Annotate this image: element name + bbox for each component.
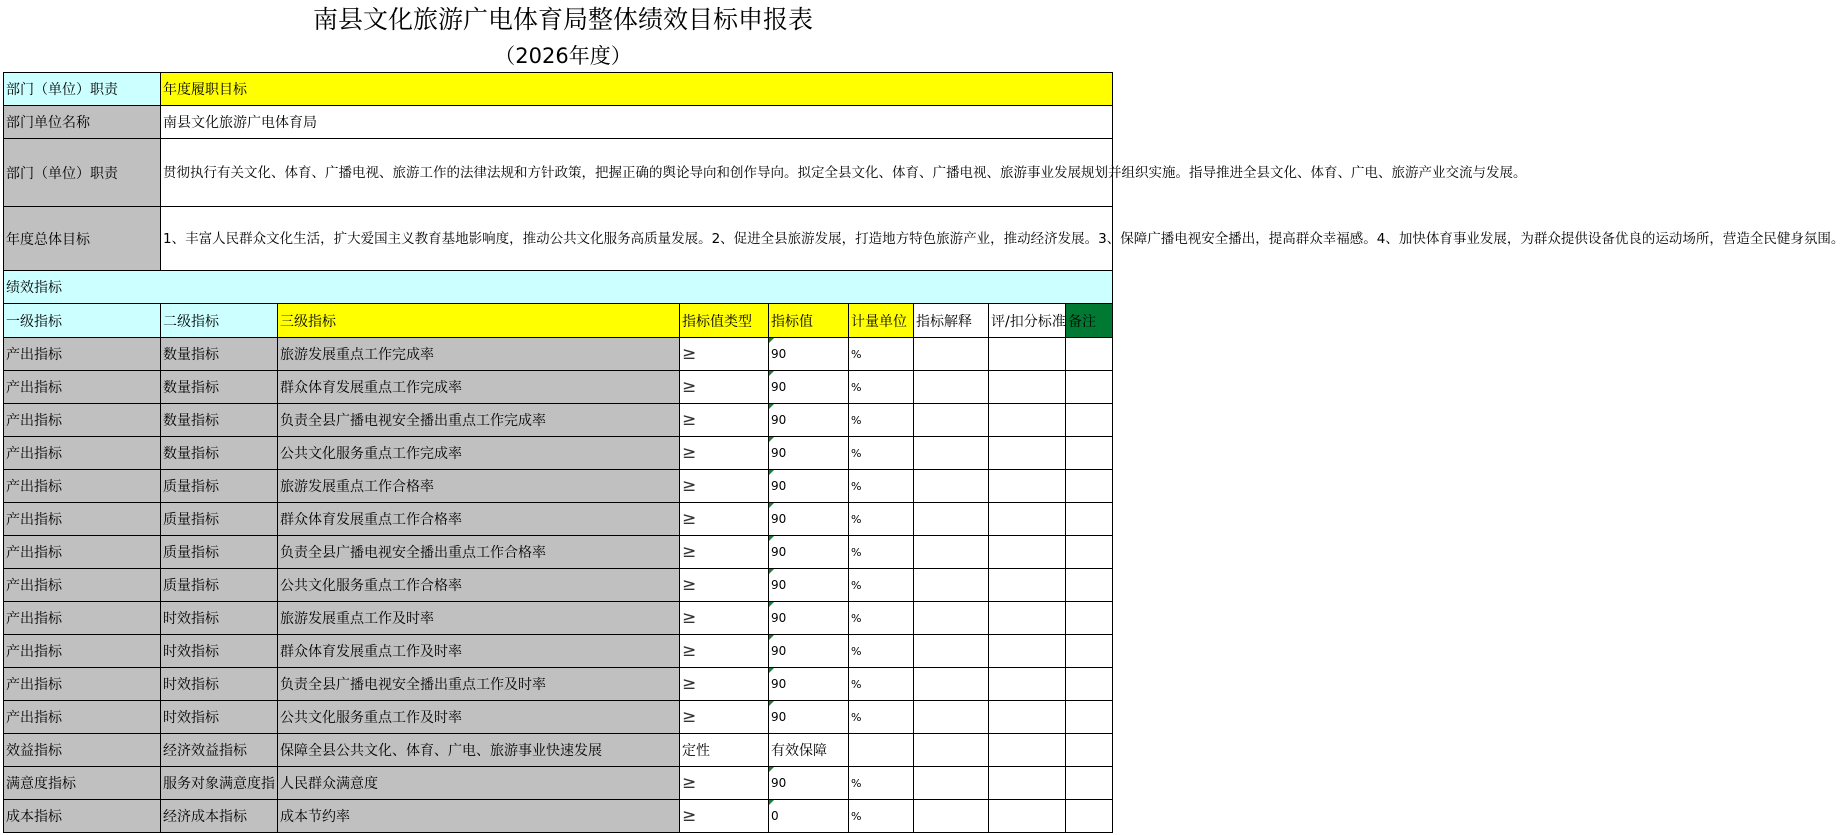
empty-cell[interactable]: [989, 536, 1066, 569]
cell-unit[interactable]: %: [849, 503, 914, 536]
cell-l2[interactable]: 质量指标: [161, 536, 278, 569]
cell-value[interactable]: 90: [769, 569, 849, 602]
cell-l3[interactable]: 负责全县广播电视安全播出重点工作完成率: [278, 404, 680, 437]
info-label[interactable]: 部门（单位）职责: [4, 139, 161, 207]
cell-type[interactable]: ≥: [680, 569, 769, 602]
cell-l2[interactable]: 时效指标: [161, 668, 278, 701]
empty-cell[interactable]: [989, 371, 1066, 404]
cell-value[interactable]: 90: [769, 470, 849, 503]
cell-l1[interactable]: 满意度指标: [4, 767, 161, 800]
cell-l1[interactable]: 产出指标: [4, 503, 161, 536]
cell-l2[interactable]: 数量指标: [161, 371, 278, 404]
empty-cell[interactable]: [1066, 569, 1113, 602]
empty-cell[interactable]: [1066, 437, 1113, 470]
empty-cell[interactable]: [914, 767, 989, 800]
cell-unit[interactable]: [849, 734, 914, 767]
page-title: 南县文化旅游广电体育局整体绩效目标申报表: [312, 5, 813, 34]
cell-unit[interactable]: %: [849, 602, 914, 635]
cell-type[interactable]: ≥: [680, 767, 769, 800]
empty-cell[interactable]: [914, 338, 989, 371]
cell-l1[interactable]: 效益指标: [4, 734, 161, 767]
cell-l3[interactable]: 保障全县公共文化、体育、广电、旅游事业快速发展: [278, 734, 680, 767]
empty-cell[interactable]: [1066, 503, 1113, 536]
table-row: [4, 569, 1113, 602]
empty-cell[interactable]: [914, 734, 989, 767]
cell-type[interactable]: ≥: [680, 371, 769, 404]
info-row-annual-goal: [4, 207, 1113, 271]
empty-cell[interactable]: [914, 503, 989, 536]
cell-l1[interactable]: 产出指标: [4, 437, 161, 470]
cell-l3[interactable]: 群众体育发展重点工作完成率: [278, 371, 680, 404]
empty-cell[interactable]: [914, 371, 989, 404]
table-row: [4, 734, 1113, 767]
cell-type[interactable]: ≥: [680, 635, 769, 668]
table-row: [4, 800, 1113, 833]
empty-cell[interactable]: [1066, 668, 1113, 701]
cell-type[interactable]: ≥: [680, 437, 769, 470]
cell-type[interactable]: ≥: [680, 338, 769, 371]
cell-l3[interactable]: 群众体育发展重点工作合格率: [278, 503, 680, 536]
cell-l3[interactable]: 成本节约率: [278, 800, 680, 833]
info-label[interactable]: 年度总体目标: [4, 207, 161, 271]
header-cell[interactable]: 一级指标: [4, 304, 161, 338]
cell-l2[interactable]: 质量指标: [161, 470, 278, 503]
table-row: [4, 470, 1113, 503]
empty-cell[interactable]: [989, 338, 1066, 371]
table-row: [4, 668, 1113, 701]
header-row: [4, 304, 1113, 338]
cell-value[interactable]: 0: [769, 800, 849, 833]
cell-unit[interactable]: %: [849, 338, 914, 371]
table-row: [4, 767, 1113, 800]
cell-l1[interactable]: 成本指标: [4, 800, 161, 833]
performance-table: [3, 72, 1844, 833]
header-cell[interactable]: 备注: [1066, 304, 1113, 338]
cell-l1[interactable]: 产出指标: [4, 602, 161, 635]
cell-unit[interactable]: %: [849, 536, 914, 569]
cell-value[interactable]: 90: [769, 437, 849, 470]
empty-cell[interactable]: [989, 635, 1066, 668]
empty-cell[interactable]: [914, 536, 989, 569]
cell-l1[interactable]: 产出指标: [4, 338, 161, 371]
cell-value[interactable]: 90: [769, 668, 849, 701]
cell-l2[interactable]: 数量指标: [161, 437, 278, 470]
cell-l3[interactable]: 旅游发展重点工作合格率: [278, 470, 680, 503]
cell-type[interactable]: ≥: [680, 503, 769, 536]
empty-cell[interactable]: [989, 767, 1066, 800]
empty-cell[interactable]: [914, 701, 989, 734]
table-row: [4, 404, 1113, 437]
cell-value[interactable]: 90: [769, 338, 849, 371]
table-row: [4, 536, 1113, 569]
empty-cell[interactable]: [989, 404, 1066, 437]
empty-cell[interactable]: [914, 800, 989, 833]
cell-l2[interactable]: 时效指标: [161, 635, 278, 668]
cell-type[interactable]: ≥: [680, 668, 769, 701]
empty-cell[interactable]: [989, 800, 1066, 833]
cell-type[interactable]: ≥: [680, 404, 769, 437]
cell-value[interactable]: 有效保障: [769, 734, 849, 767]
header-cell[interactable]: 三级指标: [278, 304, 680, 338]
cell-l2[interactable]: 服务对象满意度指: [161, 767, 278, 800]
cell-l2[interactable]: 经济成本指标: [161, 800, 278, 833]
info-row-duty: [4, 139, 1113, 207]
cell-l2[interactable]: 数量指标: [161, 404, 278, 437]
cell-l2[interactable]: 质量指标: [161, 569, 278, 602]
empty-cell[interactable]: [989, 602, 1066, 635]
section-row: [4, 271, 1113, 304]
table-row: [4, 338, 1113, 371]
table-row: [4, 635, 1113, 668]
empty-cell[interactable]: [914, 437, 989, 470]
cell-l1[interactable]: 产出指标: [4, 635, 161, 668]
empty-cell[interactable]: [1066, 800, 1113, 833]
empty-cell[interactable]: [1066, 470, 1113, 503]
empty-cell[interactable]: [1066, 734, 1113, 767]
cell-type[interactable]: ≥: [680, 470, 769, 503]
empty-cell[interactable]: [989, 668, 1066, 701]
cell-l1[interactable]: 产出指标: [4, 701, 161, 734]
cell-type[interactable]: ≥: [680, 800, 769, 833]
table-row: [4, 503, 1113, 536]
empty-cell[interactable]: [989, 437, 1066, 470]
cell-l1[interactable]: 产出指标: [4, 470, 161, 503]
cell-l3[interactable]: 公共文化服务重点工作及时率: [278, 701, 680, 734]
table-row: [4, 602, 1113, 635]
cell-value[interactable]: 90: [769, 602, 849, 635]
cell-unit[interactable]: %: [849, 635, 914, 668]
cell-unit[interactable]: %: [849, 404, 914, 437]
header-cell[interactable]: 指标值类型: [680, 304, 769, 338]
header-cell[interactable]: 指标解释: [914, 304, 989, 338]
info-value[interactable]: 贯彻执行有关文化、体育、广播电视、旅游工作的法律法规和方针政策，把握正确的舆论导向和创作导向。拟定全县文化、体育、广播电视、旅游事业发展规划并组织实施。指导推进全县文化、体育、广电、旅游产业交流与发展。: [161, 139, 1113, 207]
empty-cell[interactable]: [989, 470, 1066, 503]
empty-cell[interactable]: [1066, 371, 1113, 404]
cell-l1[interactable]: 产出指标: [4, 404, 161, 437]
cell-l3[interactable]: 负责全县广播电视安全播出重点工作合格率: [278, 536, 680, 569]
cell-l2[interactable]: 时效指标: [161, 602, 278, 635]
cell-value[interactable]: 90: [769, 701, 849, 734]
cell-value[interactable]: 90: [769, 767, 849, 800]
empty-cell[interactable]: [989, 701, 1066, 734]
cell-unit[interactable]: %: [849, 800, 914, 833]
cell-l3[interactable]: 公共文化服务重点工作完成率: [278, 437, 680, 470]
cell-unit[interactable]: %: [849, 569, 914, 602]
cell-value[interactable]: 90: [769, 404, 849, 437]
empty-cell[interactable]: [914, 635, 989, 668]
info-value[interactable]: 年度履职目标: [161, 73, 1113, 106]
cell-unit[interactable]: %: [849, 470, 914, 503]
cell-type[interactable]: ≥: [680, 536, 769, 569]
empty-cell[interactable]: [914, 602, 989, 635]
cell-l3[interactable]: 群众体育发展重点工作及时率: [278, 635, 680, 668]
cell-l2[interactable]: 经济效益指标: [161, 734, 278, 767]
header-cell[interactable]: 指标值: [769, 304, 849, 338]
section-label[interactable]: 绩效指标: [4, 271, 1113, 304]
info-value[interactable]: 南县文化旅游广电体育局: [161, 106, 1113, 139]
header-cell[interactable]: 评/扣分标准: [989, 304, 1066, 338]
page-subtitle: （2026年度）: [494, 44, 632, 68]
cell-l2[interactable]: 数量指标: [161, 338, 278, 371]
info-row-duty-target: [4, 73, 1113, 106]
empty-cell[interactable]: [1066, 404, 1113, 437]
empty-cell[interactable]: [1066, 767, 1113, 800]
empty-cell[interactable]: [1066, 536, 1113, 569]
table-row: [4, 437, 1113, 470]
empty-cell[interactable]: [914, 668, 989, 701]
cell-type[interactable]: ≥: [680, 602, 769, 635]
info-label[interactable]: 部门单位名称: [4, 106, 161, 139]
info-label[interactable]: 部门（单位）职责: [4, 73, 161, 106]
cell-unit[interactable]: %: [849, 701, 914, 734]
cell-unit[interactable]: %: [849, 437, 914, 470]
cell-value[interactable]: 90: [769, 635, 849, 668]
cell-l3[interactable]: 旅游发展重点工作完成率: [278, 338, 680, 371]
cell-unit[interactable]: %: [849, 767, 914, 800]
cell-l2[interactable]: 时效指标: [161, 701, 278, 734]
cell-value[interactable]: 90: [769, 371, 849, 404]
empty-cell[interactable]: [1066, 338, 1113, 371]
empty-cell[interactable]: [989, 734, 1066, 767]
cell-l3[interactable]: 人民群众满意度: [278, 767, 680, 800]
cell-value[interactable]: 90: [769, 536, 849, 569]
cell-l1[interactable]: 产出指标: [4, 536, 161, 569]
cell-l3[interactable]: 负责全县广播电视安全播出重点工作及时率: [278, 668, 680, 701]
empty-cell[interactable]: [914, 404, 989, 437]
info-row-unit-name: [4, 106, 1113, 139]
empty-cell[interactable]: [1066, 602, 1113, 635]
cell-l3[interactable]: 公共文化服务重点工作合格率: [278, 569, 680, 602]
info-value[interactable]: 1、丰富人民群众文化生活，扩大爱国主义教育基地影响度，推动公共文化服务高质量发展。2、促进全县旅游发展，打造地方特色旅游产业，推动经济发展。3、保障广播电视安全播出，提高群众幸福感。4、加快体育事业发展，为群众提供设备优良的运动场所，营造全民健身氛围。: [161, 207, 1113, 271]
empty-cell[interactable]: [989, 503, 1066, 536]
cell-type[interactable]: ≥: [680, 701, 769, 734]
header-cell[interactable]: 二级指标: [161, 304, 278, 338]
empty-cell[interactable]: [914, 569, 989, 602]
header-cell[interactable]: 计量单位: [849, 304, 914, 338]
table-row: [4, 701, 1113, 734]
cell-type[interactable]: 定性: [680, 734, 769, 767]
cell-l3[interactable]: 旅游发展重点工作及时率: [278, 602, 680, 635]
cell-l1[interactable]: 产出指标: [4, 668, 161, 701]
empty-cell[interactable]: [914, 470, 989, 503]
empty-cell[interactable]: [989, 569, 1066, 602]
empty-cell[interactable]: [1066, 635, 1113, 668]
cell-unit[interactable]: %: [849, 668, 914, 701]
cell-unit[interactable]: %: [849, 371, 914, 404]
cell-value[interactable]: 90: [769, 503, 849, 536]
table-row: [4, 371, 1113, 404]
cell-l2[interactable]: 质量指标: [161, 503, 278, 536]
cell-l1[interactable]: 产出指标: [4, 371, 161, 404]
empty-cell[interactable]: [1066, 701, 1113, 734]
cell-l1[interactable]: 产出指标: [4, 569, 161, 602]
